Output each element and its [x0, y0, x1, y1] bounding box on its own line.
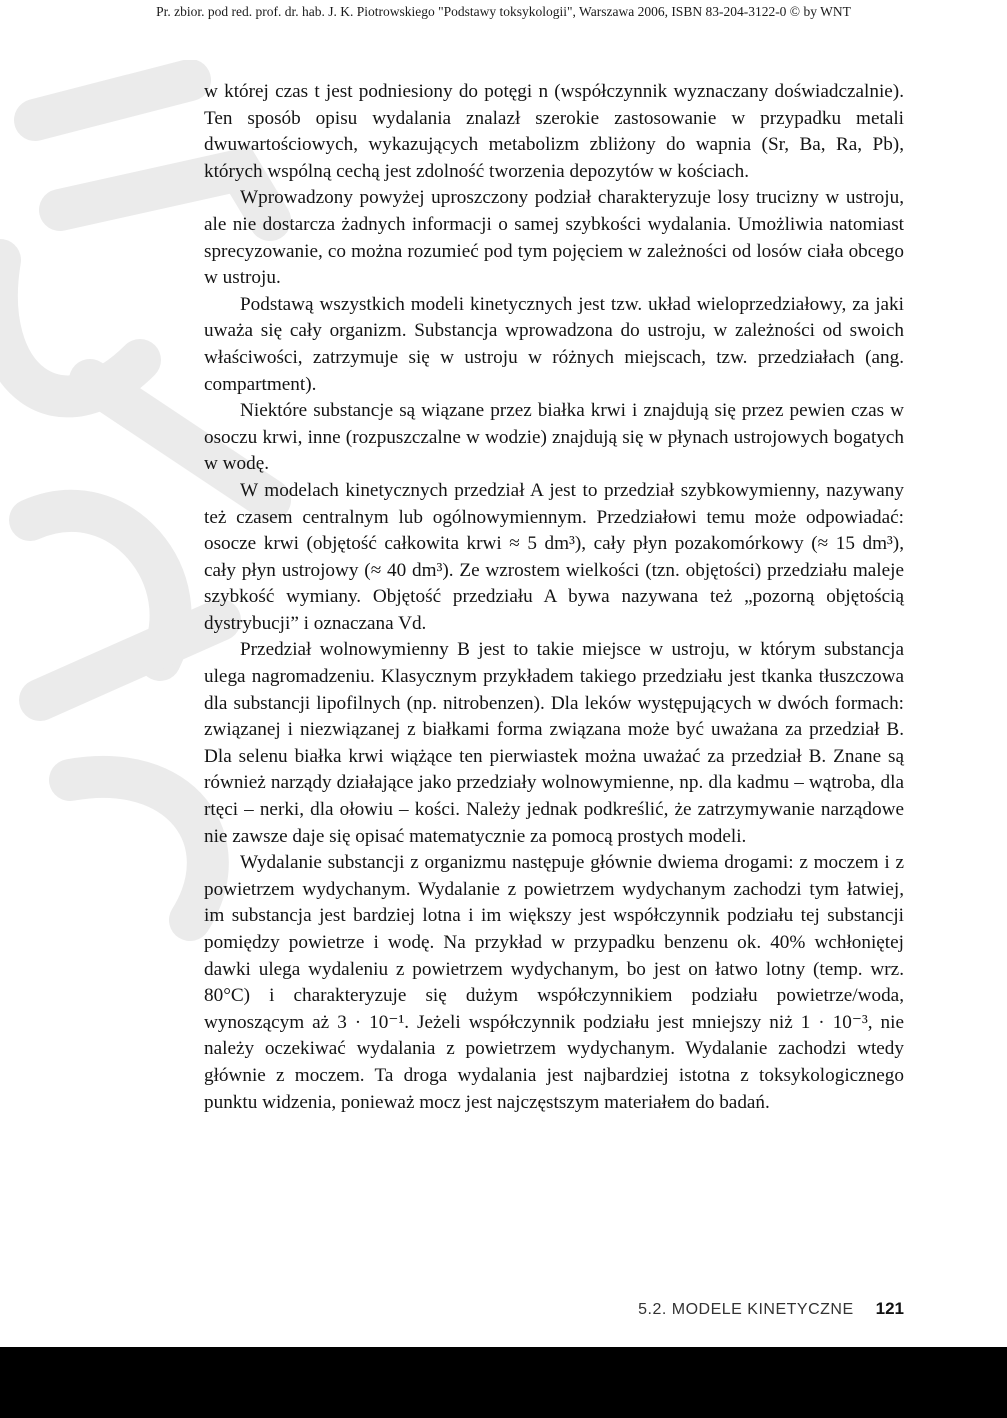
page-number: 121 [875, 1299, 904, 1318]
paragraph-4: Niektóre substancje są wiązane przez białka krwi i znajdują się przez pewien czas w osoczu krwi, inne (rozpuszczalne w wodzie) znajdują się w płynach ustrojowych bogatych w wodę. [204, 400, 904, 475]
paragraph-1: w której czas t jest podniesiony do potęgi n (współczynnik wyznaczany doświadczalnie). Ten sposób opisu wydalania znalazł szerokie zastosowanie w przypadku metali dwuwartościowych, wykazujących metabolizm zbliżony do wapnia (Sr, Ba, Ra, Pb), których wspólną cechą jest zdolność tworzenia depozytów w kościach. [204, 81, 904, 182]
paragraph-3: Podstawą wszystkich modeli kinetycznych jest tzw. układ wieloprzedziałowy, za jaki uważa się cały organizm. Substancja wprowadzona do ustroju, w zależności od swoich właściwości, zatrzymuje się w ustroju w różnych miejscach, tzw. przedziałach (ang. compartment). [204, 293, 904, 395]
paragraph-2: Wprowadzony powyżej uproszczony podział charakteryzuje losy trucizny w ustroju, ale nie dostarcza żadnych informacji o samej szybkości wydalania. Umożliwia natomiast sprecyzowanie, co można rozumieć pod tym pojęciem w zależności od losów ciała obcego w ustroju. [204, 187, 904, 289]
paragraph-7: Wydalanie substancji z organizmu następuje głównie dwiema drogami: z moczem i z powietrzem wydychanym. Wydalanie z powietrzem wydychanym zachodzi tym łatwiej, im substancja jest bardziej lotna i im większy jest współczynnik podziału tej substancji pomiędzy powietrze i wodę. Na przykład w przypadku benzenu ok. 40% wchłoniętej dawki ulega wydaleniu z powietrzem wydychanym, bo jest on łatwo lotny (temp. wrz. 80°C) i charakteryzuje się dużym współczynnikiem podziału powietrze/woda, wynoszącym aż 3 · 10⁻¹. Jeżeli współczynnik podziału jest mniejszy niż 1 · 10⁻³, nie należy oczekiwać wydalania z powietrzem wydychanym. Wydalanie zachodzi wtedy głównie z moczem. Ta droga wydalania jest najbardziej istotna z toksykologicznego punktu widzenia, ponieważ mocz jest najczęstszym materiałem do badań. [204, 852, 904, 1113]
page-footer [638, 1299, 904, 1319]
paragraph-6: Przedział wolnowymienny B jest to takie miejsce w ustroju, w którym substancja ulega nagromadzeniu. Klasycznym przykładem takiego przedziału jest tkanka tłuszczowa dla substancji lipofilnych (np. nitrobenzen). Dla leków występujących w dwóch formach: związanej i niezwiązanej z białkami forma związana może być uważana za przedział B. Dla selenu białka krwi wiążące ten pierwiastek można uważać za przedział B. Znane są również narządy działające jako przedziały wolnowymienne, np. dla kadmu – wątroba, dla rtęci – nerki, dla ołowiu – kości. Należy jednak podkreślić, że zatrzymywanie narządowe nie zawsze daje się opisać matematycznie za pomocą prostych modeli. [204, 639, 904, 847]
paragraph-5: W modelach kinetycznych przedział A jest to przedział szybkowymienny, nazywany też czasem centralnym lub ogólnowymiennym. Przedziałowi temu może odpowiadać: osocze krwi (objętość całkowita krwi ≈ 5 dm³), cały płyn pozakomórkowy (≈ 15 dm³), cały płyn ustrojowy (≈ 40 dm³). Ze wzrostem wielkości (tzn. objętości) przedziału maleje szybkość wymiany. Objętość przedziału A bywa nazywana też „pozorną objętością dystrybucji” i oznaczana Vd. [204, 479, 904, 634]
body-text [204, 79, 904, 1116]
running-header: Pr. zbior. pod red. prof. dr. hab. J. K. Piotrowskiego "Podstawy toksykologii", Warszawa 2006, ISBN 83-204-3122-0 © by WNT [156, 4, 851, 19]
footer-section-title: 5.2. MODELE KINETYCZNE [638, 1301, 854, 1318]
